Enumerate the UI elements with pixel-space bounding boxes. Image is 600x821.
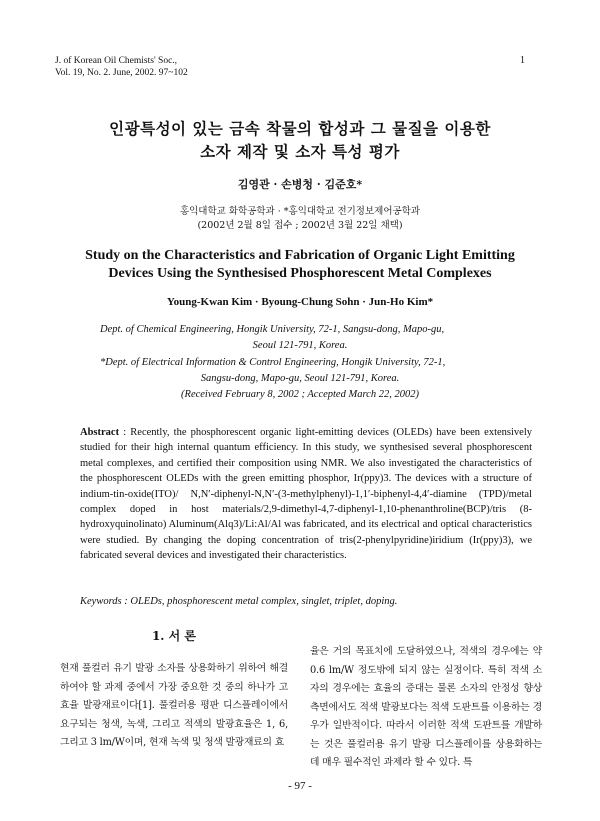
keywords: Keywords : OLEDs, phosphorescent metal complex, singlet, triplet, doping. bbox=[80, 596, 398, 607]
korean-affiliation: 홍익대학교 화학공학과 · *홍익대학교 전기정보제어공학과 bbox=[179, 206, 421, 217]
english-authors: Young-Kwan Kim · Byoung-Chung Sohn · Jun-Ho Kim* bbox=[166, 296, 434, 308]
korean-dates: (2002년 2월 8일 접수 ; 2002년 3월 22일 채택) bbox=[197, 220, 403, 231]
abstract bbox=[80, 425, 532, 564]
body-column-right: 율은 거의 목표치에 도달하였으나, 적색의 경우에는 약 0.6 lm/W 정도밖에 되지 않는 실정이다. 특히 적색 소자의 경우에는 효율의 증대는 물론 소자의 안정성 향상 측면에서도 적색 발광보다는 적색 도판트를 이용하는 경우가 일반적이다. 따라서 이러한 적색 도판트를 개발하는 것은 풀컬러용 유기 발광 디스플레이를 상용화하는 데 매우 필수적인 과제라 할 수 있다. 특 bbox=[310, 646, 542, 768]
korean-title-line-2: 소자 제작 및 소자 특성 평가 bbox=[200, 142, 400, 161]
journal-line-2: Vol. 19, No. 2. June, 2002. 97~102 bbox=[55, 68, 188, 78]
body-column-left: 현재 풀컬러 유기 발광 소자를 상용화하기 위하여 해결하여야 할 과제 중에서 가장 중요한 것 중의 하나가 고효율 발광재료이다[1]. 풀컬러용 평판 디스플레이에서 요구되는 청색, 녹색, 그리고 적색의 발광효율은 1, 6, 그리고 3 lm/W이며, 현재 녹색 및 청색 발광재료의 효 bbox=[60, 663, 288, 748]
korean-authors: 김영관 · 손병청 · 김준호* bbox=[237, 178, 363, 191]
abstract-label: Abstract bbox=[80, 427, 120, 438]
english-affiliation-2-line-1: *Dept. of Electrical Information & Control Engineering, Hongik University, 72-1, bbox=[100, 357, 446, 368]
received-dates: (Received February 8, 2002 ; Accepted March 22, 2002) bbox=[181, 389, 419, 400]
journal-line-1: J. of Korean Oil Chemists' Soc., bbox=[55, 56, 178, 66]
english-affiliation-2-line-2: Sangsu-dong, Mapo-gu, Seoul 121-791, Korea. bbox=[200, 373, 400, 384]
korean-affiliation-block bbox=[0, 205, 600, 233]
english-affiliation-1-line-1: Dept. of Chemical Engineering, Hongik University, 72-1, Sangsu-dong, Mapo-gu, bbox=[100, 324, 445, 335]
page-number-footer: - 97 - bbox=[288, 780, 312, 792]
korean-title-line-1: 인광특성이 있는 금속 착물의 합성과 그 물질을 이용한 bbox=[109, 119, 491, 138]
section-heading-introduction: 1. 서 론 bbox=[151, 629, 197, 643]
english-title-line-2: Devices Using the Synthesised Phosphorescent Metal Complexes bbox=[108, 266, 492, 281]
abstract-text: : Recently, the phosphorescent organic light-emitting devices (OLEDs) have been extensively studied for their high internal quantum efficiency. In this study, we synthesised several phosphorescent metal complexes, and certified their composition using NMR. We also investigated the characteristics of the phosphorescent OLEDs with the green emitting phosphor, Ir(ppy)3. The devices with a structure of indium-tin-oxide(ITO)/ N,N′-diphenyl-N,N′-(3-methylphenyl)-1,1′-biphenyl-4,4′-diamine (TPD)/metal complex doped in host materials/2,9-dimethyl-4,7-diphenyl-1,10-phenanthroline(BCP)/tris (8-hydroxyquinolinato) Aluminum(Alq3)/Li:Al/Al was fabricated, and its electrical and optical characteristics were studied. By changing the doping concentration of tris(2-phenylpyridine)iridium (Ir(ppy)3), we fabricated several devices and investigated their characteristics. bbox=[80, 427, 532, 562]
page-number-top: 1 bbox=[520, 55, 525, 66]
journal-citation bbox=[55, 55, 188, 79]
english-title-line-1: Study on the Characteristics and Fabrication of Organic Light Emitting bbox=[85, 248, 515, 263]
english-affiliation-1-line-2: Seoul 121-791, Korea. bbox=[252, 340, 348, 351]
